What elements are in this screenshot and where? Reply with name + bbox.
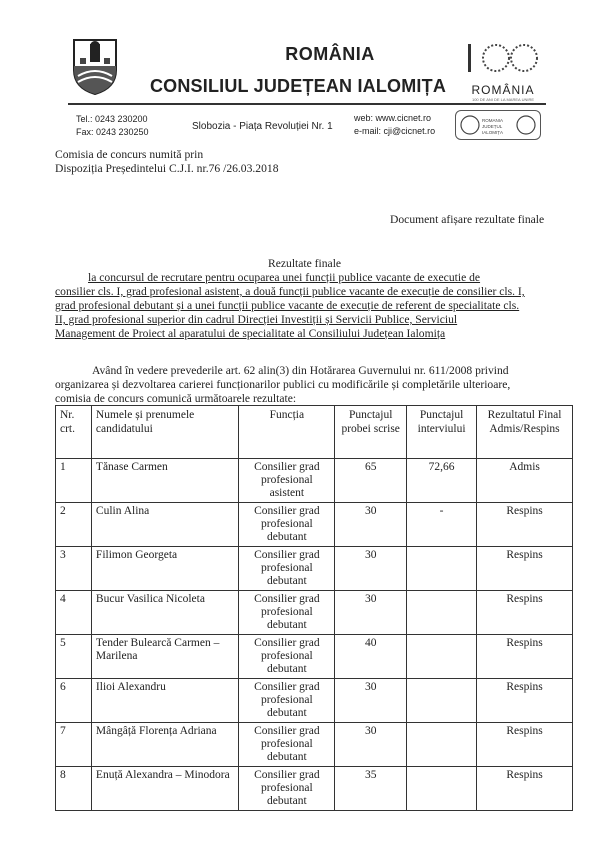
row-name: Bucur Vasilica Nicoleta (91, 591, 239, 635)
country-title: ROMÂNIA (285, 44, 375, 64)
row-written-score: 30 (335, 591, 407, 635)
table-row (56, 635, 573, 679)
commission-line-2: Dispoziția Președintelui C.J.I. nr.76 /26.03.2018 (55, 162, 279, 175)
centenary-logo (462, 38, 544, 100)
county-crest-logo (70, 36, 120, 96)
table-row (56, 503, 573, 547)
results-table (55, 405, 573, 811)
row-function: Consilier grad profesional debutant (239, 767, 335, 811)
seal-text: ROMANIA JUDEȚUL IALOMIȚA (482, 118, 504, 135)
header-written-score: Punctajul probei scrise (335, 406, 407, 459)
quality-seal (455, 110, 541, 140)
row-nr: 8 (56, 767, 92, 811)
header-final-result: Rezultatul Final Admis/Respins (477, 406, 573, 459)
header-name: Numele și prenumele candidatului (91, 406, 239, 459)
intro-line-2: organizarea și dezvoltarea carierei funcționarilor publici cu modificările și completările ulterioare, (55, 378, 511, 391)
row-name: Filimon Georgeta (91, 547, 239, 591)
intro-line-3: comisia de concurs comunică următoarele rezultate: (55, 392, 297, 405)
row-interview-score (407, 767, 477, 811)
row-function: Consilier grad profesional debutant (239, 503, 335, 547)
row-nr: 6 (56, 679, 92, 723)
row-function: Consilier grad profesional debutant (239, 723, 335, 767)
row-result: Respins (477, 635, 573, 679)
row-nr: 1 (56, 459, 92, 503)
row-result: Respins (477, 679, 573, 723)
row-result: Respins (477, 547, 573, 591)
row-nr: 7 (56, 723, 92, 767)
table-header-row (56, 406, 573, 459)
row-result: Respins (477, 767, 573, 811)
row-written-score: 30 (335, 679, 407, 723)
row-name: Tănase Carmen (91, 459, 239, 503)
row-name: Tender Bulearcă Carmen – Marilena (91, 635, 239, 679)
row-function: Consilier grad profesional debutant (239, 547, 335, 591)
row-nr: 5 (56, 635, 92, 679)
commission-line-1: Comisia de concurs numită prin (55, 148, 204, 161)
subject-line-2: consilier cls. I, grad profesional asistent, a două funcții publice vacante de execuție de consilier cls. I, (55, 285, 525, 298)
row-name: Culin Alina (91, 503, 239, 547)
row-result: Respins (477, 591, 573, 635)
row-function: Consilier grad profesional debutant (239, 635, 335, 679)
row-interview-score (407, 723, 477, 767)
row-written-score: 40 (335, 635, 407, 679)
row-interview-score (407, 591, 477, 635)
subject-line-4: II, grad profesional superior din cadrul Direcției Investiții și Servicii Publice, Serviciul (55, 313, 458, 326)
row-written-score: 30 (335, 547, 407, 591)
row-written-score: 65 (335, 459, 407, 503)
table-row (56, 679, 573, 723)
document-title: Rezultate finale (268, 257, 342, 270)
subject-line-3: grad profesional debutant și a unei funcții publice vacante de execuție de referent de specialitate cls. (55, 299, 520, 312)
row-interview-score (407, 679, 477, 723)
centenary-100-icon (462, 38, 544, 78)
header-divider (68, 103, 546, 105)
centenary-logo-text: ROMÂNIA (471, 83, 535, 97)
table-row (56, 723, 573, 767)
row-interview-score: - (407, 503, 477, 547)
table-row (56, 459, 573, 503)
row-interview-score (407, 635, 477, 679)
document-label: Document afișare rezultate finale (390, 213, 545, 226)
address: Slobozia - Piața Revoluției Nr. 1 (192, 121, 333, 132)
row-function: Consilier grad profesional asistent (239, 459, 335, 503)
row-nr: 3 (56, 547, 92, 591)
row-written-score: 35 (335, 767, 407, 811)
intro-line-1: Având în vedere prevederile art. 62 alin(3) din Hotărarea Guvernului nr. 611/2008 privind (92, 364, 509, 377)
row-written-score: 30 (335, 723, 407, 767)
row-name: Enuță Alexandra – Minodora (91, 767, 239, 811)
centenary-logo-subtext: 100 DE ANI DE LA MAREA UNIRE (471, 97, 535, 102)
row-function: Consilier grad profesional debutant (239, 591, 335, 635)
row-name: Mângâță Florența Adriana (91, 723, 239, 767)
website: web: www.cicnet.ro (354, 113, 432, 123)
row-function: Consilier grad profesional debutant (239, 679, 335, 723)
row-nr: 2 (56, 503, 92, 547)
row-written-score: 30 (335, 503, 407, 547)
table-row (56, 547, 573, 591)
subject-line-1: la concursul de recrutare pentru ocuparea unei funcții publice vacante de executie de (88, 271, 481, 284)
table-row (56, 767, 573, 811)
row-nr: 4 (56, 591, 92, 635)
phone-number: Tel.: 0243 230200 (76, 114, 148, 124)
row-interview-score: 72,66 (407, 459, 477, 503)
fax-number: Fax: 0243 230250 (76, 127, 149, 137)
institution-title: CONSILIUL JUDEȚEAN IALOMIȚA (149, 76, 447, 96)
row-result: Respins (477, 723, 573, 767)
header-function: Funcția (239, 406, 335, 459)
row-result: Respins (477, 503, 573, 547)
header-nr: Nr. crt. (56, 406, 92, 459)
row-interview-score (407, 547, 477, 591)
header-interview-score: Punctajul interviului (407, 406, 477, 459)
row-result: Admis (477, 459, 573, 503)
subject-line-5: Management de Proiect al aparatului de specialitate al Consiliului Județean Ialomița (55, 327, 446, 340)
row-name: Ilioi Alexandru (91, 679, 239, 723)
table-row (56, 591, 573, 635)
email: e-mail: cji@cicnet.ro (354, 126, 436, 136)
